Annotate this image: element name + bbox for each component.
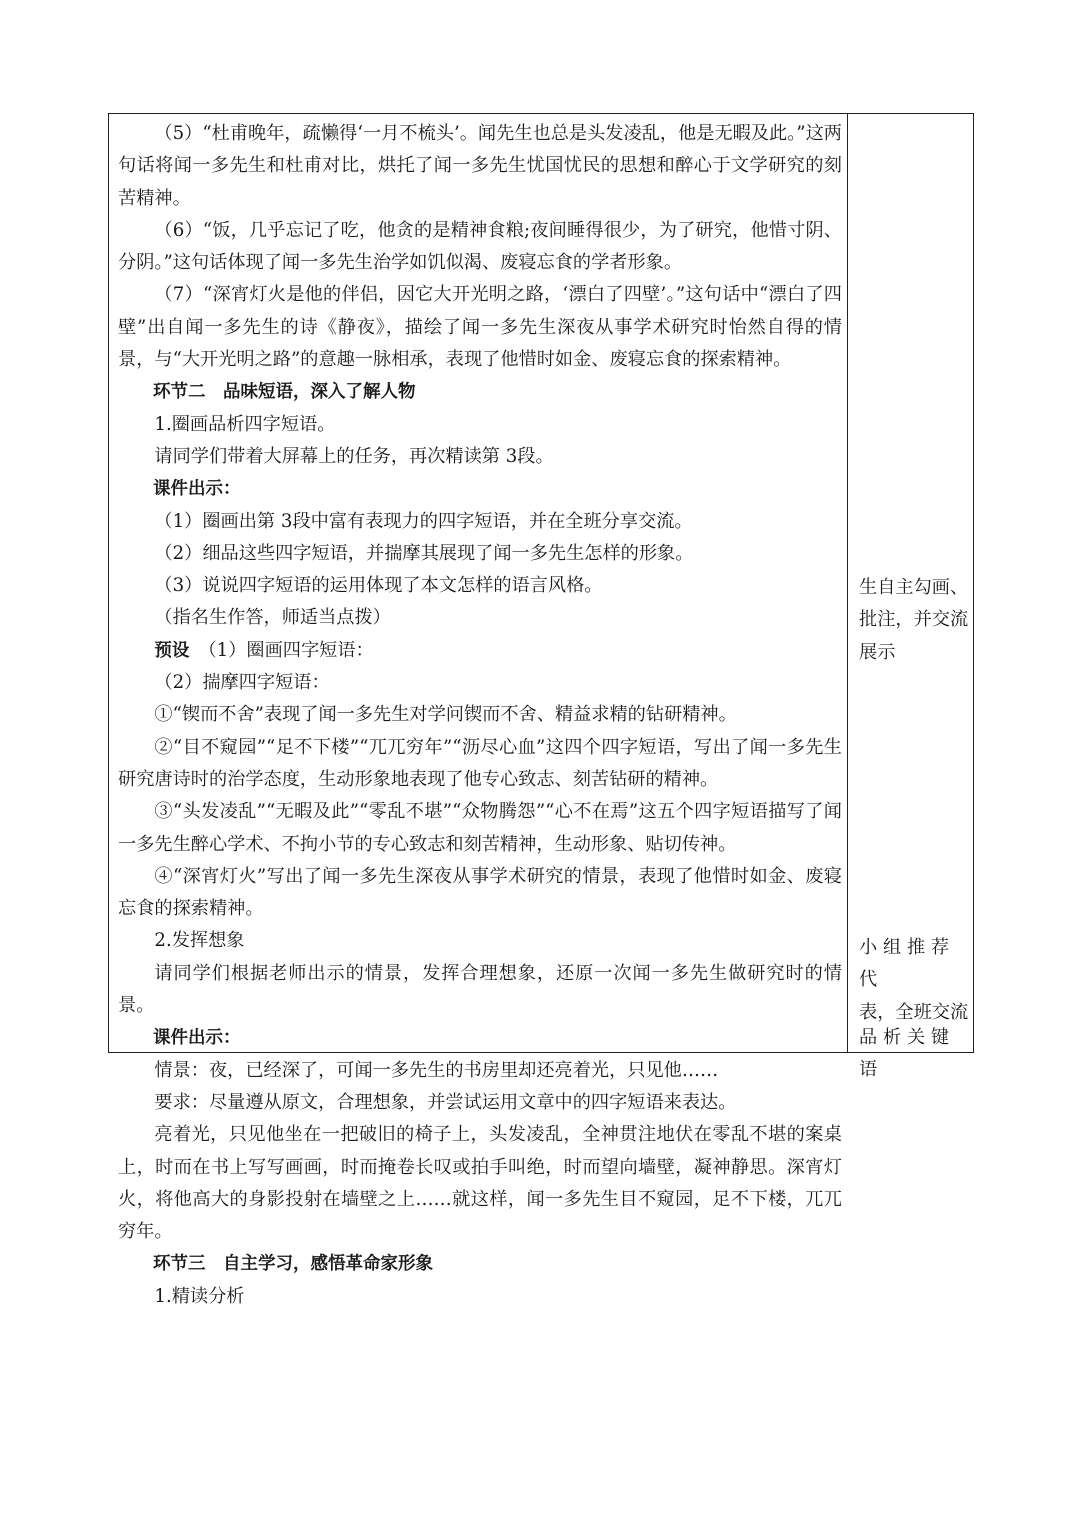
paragraph: ②“目不窥园”“足不下楼”“兀兀穷年”“沥尽心血”这四个四字短语，写出了闻一多先生研究唐诗时的治学态度，生动形象地表现了他专心致志、刻苦钻研的精神。 bbox=[118, 736, 842, 790]
paragraph: （5）“杜甫晚年，疏懒得‘一月不梳头’。闻先生也总是头发凌乱，他是无暇及此。”这两句话将闻一多先生和杜甫对比，烘托了闻一多先生忧国忧民的思想和醉心于文学研究的刻苦精神。 bbox=[118, 123, 842, 209]
section-heading: 环节三 自主学习，感悟革命家形象 bbox=[153, 1254, 433, 1275]
paragraph: 1.圈画品析四字短语。 bbox=[154, 413, 336, 435]
column-divider bbox=[847, 113, 848, 1053]
side-note-2 bbox=[859, 932, 969, 1029]
paragraph: （2）揣摩四字短语： bbox=[154, 672, 330, 694]
paragraph: 亮着光，只见他坐在一把破旧的椅子上，头发凌乱，全神贯注地伏在零乱不堪的案桌上，时而在书上写写画画，时而掩卷长叹或拍手叫绝，时而望向墙壁，凝神静思。深宵灯火，将他高大的身影投射在墙壁之上……就这样，闻一多先生目不窥园，足不下楼，兀兀穷年。 bbox=[118, 1124, 842, 1243]
section-heading: 环节二 品味短语，深入了解人物 bbox=[153, 382, 416, 403]
preset-text: （1）圈画四字短语： bbox=[189, 639, 374, 661]
paragraph: （1）圈画出第 3段中富有表现力的四字短语，并在全班分享交流。 bbox=[154, 510, 693, 532]
paragraph-group-2 bbox=[118, 667, 842, 1313]
paragraph: 要求：尽量遵从原文，合理想象，并尝试运用文章中的四字短语来表达。 bbox=[154, 1091, 737, 1113]
paragraph: （7）“深宵灯火是他的伴侣，因它大开光明之路，‘漂白了四壁’。”这句话中“漂白了四壁”出自闻一多先生的诗《静夜》，描绘了闻一多先生深夜从事学术研究时怡然自得的情景，与“大开光明之路”的意趣一脉相承，表现了他惜时如金、废寝忘食的探索精神。 bbox=[118, 284, 842, 371]
paragraph: 2.发挥想象 bbox=[154, 930, 245, 952]
teaching-process-column bbox=[118, 118, 842, 1313]
side-note-line: 品 析 关 键 语 bbox=[859, 1027, 950, 1081]
paragraph: 请同学们根据老师出示的情景，发挥合理想象，还原一次闻一多先生做研究时的情景。 bbox=[118, 962, 842, 1017]
side-note-3 bbox=[859, 1022, 969, 1087]
paragraph: （指名生作答，师适当点拨） bbox=[154, 607, 391, 629]
side-note-line: 批注，并交流 bbox=[859, 609, 969, 631]
preset-label: 预设 bbox=[154, 640, 190, 661]
paragraph: ④“深宵灯火”写出了闻一多先生深夜从事学术研究的情景，表现了他惜时如金、废寝忘食的探索精神。 bbox=[118, 865, 842, 920]
paragraph: ③“头发凌乱”“无暇及此”“零乱不堪”“众物腾怨”“心不在焉”这五个四字短语描写了闻一多先生醉心学术、不拘小节的专心致志和刻苦精神，生动形象、贴切传神。 bbox=[118, 801, 842, 855]
side-note-line: 生自主勾画、 bbox=[859, 577, 969, 598]
side-note-1 bbox=[859, 572, 969, 669]
section-heading: 课件出示： bbox=[153, 1028, 241, 1049]
paragraph-group-1 bbox=[118, 118, 842, 635]
paragraph: （2）细品这些四字短语，并揣摩其展现了闻一多先生怎样的形象。 bbox=[154, 542, 694, 564]
paragraph: 1.精读分析 bbox=[154, 1285, 245, 1307]
preset-paragraph bbox=[118, 635, 842, 667]
paragraph: 请同学们带着大屏幕上的任务，再次精读第 3段。 bbox=[154, 445, 554, 467]
side-note-line: 小 组 推 荐 代 bbox=[859, 937, 950, 991]
side-note-line: 表，全班交流 bbox=[859, 1001, 969, 1023]
section-heading: 课件出示： bbox=[153, 479, 241, 500]
paragraph: 情景：夜，已经深了，可闻一多先生的书房里却还亮着光，只见他…… bbox=[154, 1059, 719, 1081]
paragraph: （3）说说四字短语的运用体现了本文怎样的语言风格。 bbox=[154, 575, 603, 597]
paragraph: （6）“饭，几乎忘记了吃，他贪的是精神食粮;夜间睡得很少，为了研究，他惜寸阴、分阴。”这句话体现了闻一多先生治学如饥似渴、废寝忘食的学者形象。 bbox=[118, 219, 842, 274]
paragraph: ①“锲而不舍”表现了闻一多先生对学问锲而不舍、精益求精的钻研精神。 bbox=[154, 704, 737, 726]
side-note-line: 展示 bbox=[859, 641, 896, 663]
